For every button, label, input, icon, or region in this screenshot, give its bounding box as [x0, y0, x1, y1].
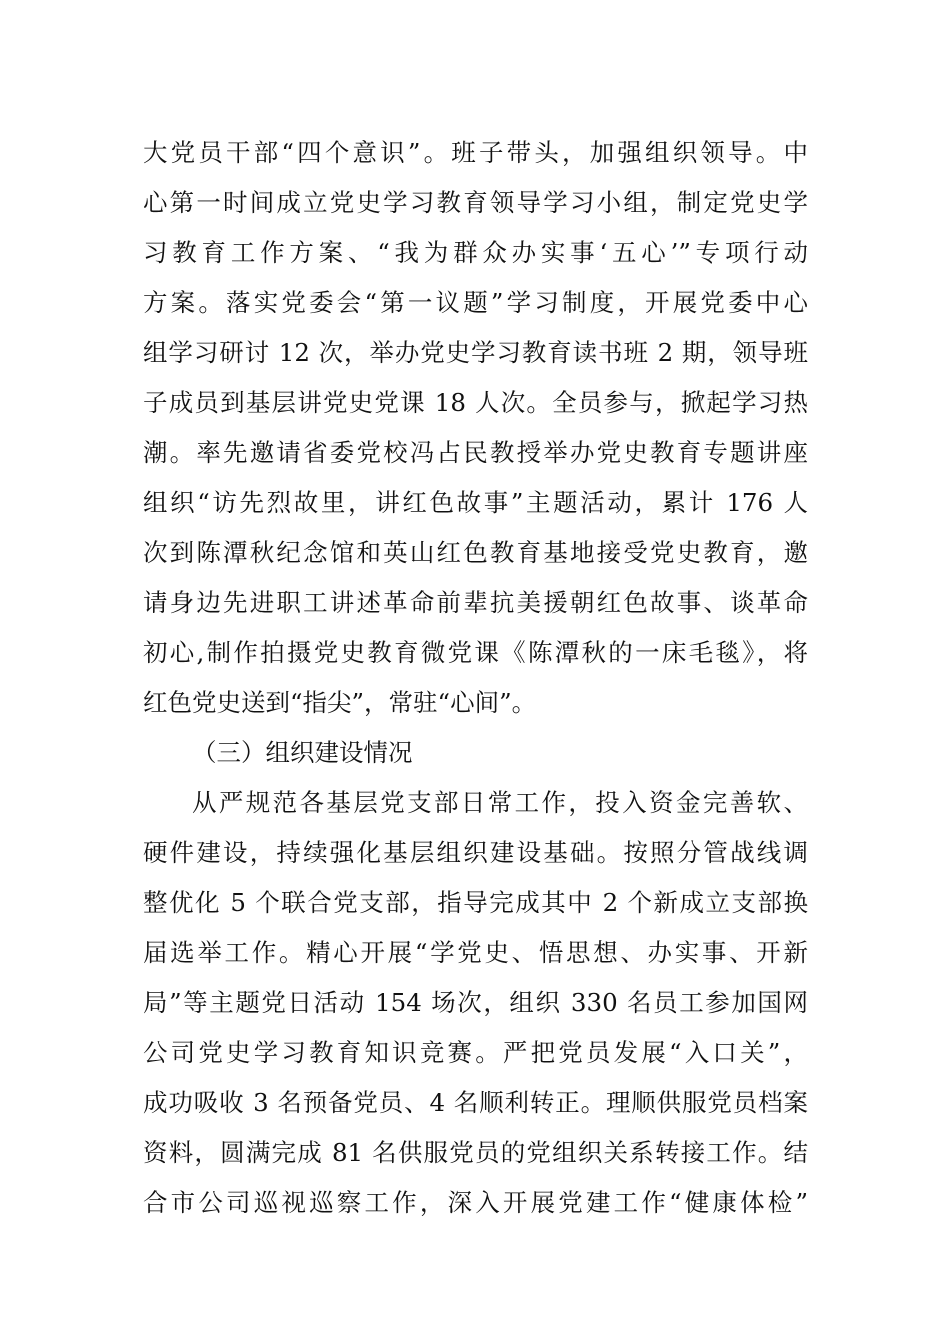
- paragraph-1-line: 组织“访先烈故里，讲红色故事”主题活动，累计 176 人: [143, 488, 808, 517]
- paragraph-2-line: 公司党史学习教育知识竞赛。严把党员发展“入口关”，: [143, 1038, 808, 1067]
- paragraph-1-line: 组学习研讨 12 次，举办党史学习教育读书班 2 期，领导班: [143, 338, 808, 367]
- paragraph-1-line: 次到陈潭秋纪念馆和英山红色教育基地接受党史教育，邀: [143, 538, 808, 567]
- paragraph-1-line: 心第一时间成立党史学习教育领导学习小组，制定党史学: [143, 188, 808, 217]
- paragraph-2-line: 硬件建设，持续强化基层组织建设基础。按照分管战线调: [143, 838, 808, 867]
- paragraph-2-line: 局”等主题党日活动 154 场次，组织 330 名员工参加国网: [143, 988, 808, 1017]
- paragraph-2-line: 成功吸收 3 名预备党员、4 名顺利转正。理顺供服党员档案: [143, 1088, 808, 1117]
- paragraph-1-line: 潮。率先邀请省委党校冯占民教授举办党史教育专题讲座: [143, 438, 808, 467]
- section-heading: （三）组织建设情况: [192, 738, 413, 767]
- paragraph-1-line: 初心,制作拍摄党史教育微党课《陈潭秋的一床毛毯》，将: [143, 638, 808, 667]
- paragraph-2-line: 整优化 5 个联合党支部，指导完成其中 2 个新成立支部换: [143, 888, 808, 917]
- paragraph-1-line: 红色党史送到“指尖”，常驻“心间”。: [143, 688, 537, 717]
- paragraph-1-line: 习教育工作方案、“我为群众办实事‘五心’”专项行动: [143, 238, 808, 267]
- paragraph-1-line: 方案。落实党委会“第一议题”学习制度，开展党委中心: [143, 288, 808, 317]
- paragraph-1-line: 大党员干部“四个意识”。班子带头，加强组织领导。中: [143, 138, 808, 167]
- paragraph-2-line: 合市公司巡视巡察工作，深入开展党建工作“健康体检”: [143, 1188, 808, 1217]
- paragraph-2-line: 届选举工作。精心开展“学党史、悟思想、办实事、开新: [143, 938, 808, 967]
- paragraph-1-line: 请身边先进职工讲述革命前辈抗美援朝红色故事、谈革命: [143, 588, 808, 617]
- paragraph-2-line: 从严规范各基层党支部日常工作，投入资金完善软、: [192, 788, 808, 817]
- paragraph-2-line: 资料，圆满完成 81 名供服党员的党组织关系转接工作。结: [143, 1138, 808, 1167]
- document-body: [143, 128, 808, 1228]
- paragraph-1-line: 子成员到基层讲党史党课 18 人次。全员参与，掀起学习热: [143, 388, 808, 417]
